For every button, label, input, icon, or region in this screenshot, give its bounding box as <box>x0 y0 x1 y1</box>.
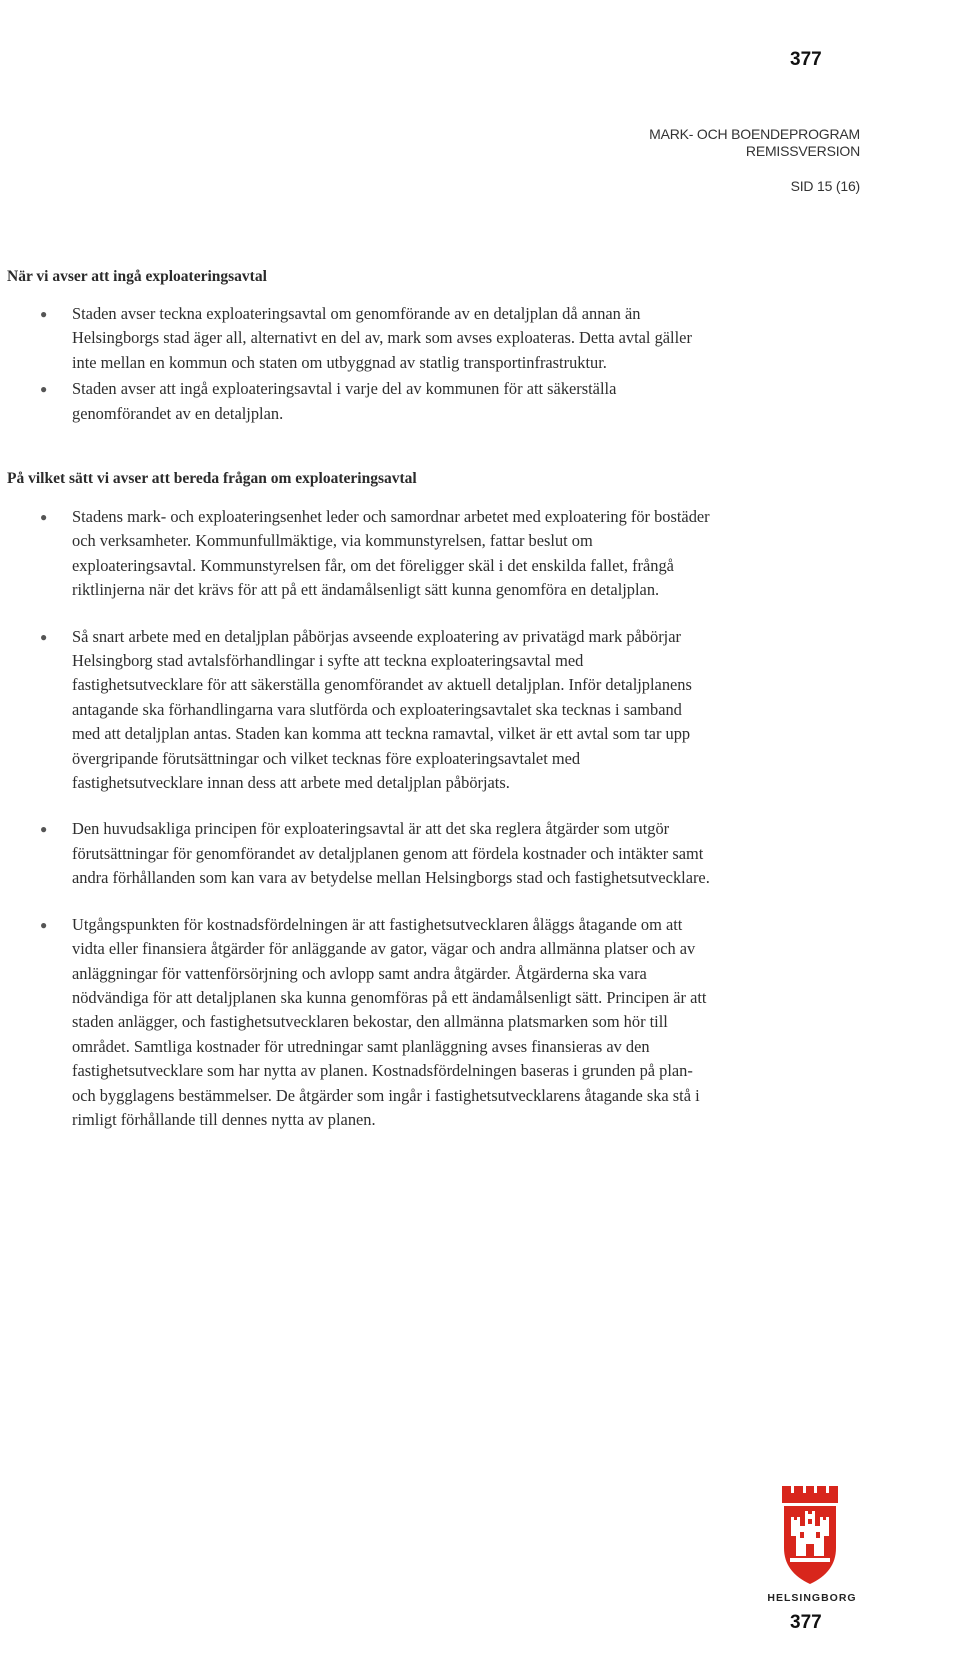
document-version: REMISSVERSION <box>745 143 860 159</box>
page-number-bottom: 377 <box>790 1612 822 1633</box>
section-heading-how: På vilket sätt vi avser att bereda frågan om exploateringsavtal <box>7 470 417 487</box>
list-item <box>0 302 710 375</box>
helsingborg-logo-icon <box>782 1486 838 1586</box>
bullet-icon: ● <box>40 917 48 932</box>
logo-wordmark: HELSINGBORG <box>767 1592 857 1604</box>
list-item <box>0 913 710 1133</box>
bullet-icon: ● <box>40 307 48 321</box>
bullet-text: Den huvudsakliga principen för exploateringsavtal är att det ska reglera åtgärder som utgör förutsättningar för genomförandet av detaljplanen genom att fördela kostnader och intäkter samt andra förhållanden som kan vara av betydelse mellan Helsingborgs stad och fastighetsutvecklare. <box>72 819 710 888</box>
list-item <box>0 505 710 603</box>
bullet-list-when <box>0 302 960 426</box>
bullet-text: Så snart arbete med en detaljplan påbörjas avseende exploatering av privatägd mark påbörjar Helsingborg stad avtalsförhandlingar i syfte att teckna exploateringsavtal med fastighetsutvecklare för att säkerställa genomförandet av aktuell detaljplan. Inför detaljplanens antagande ska förhandlingarna vara slutförda och exploateringsavtalet ska tecknas i samband med att detaljplan antas. Staden kan komma att teckna ramavtal, vilket är ett avtal som tar upp övergripande förutsättningar och vilket tecknas före exploateringsavtalet med fastighetsutvecklare innan dess att arbete med detaljplan påbörjats. <box>72 626 692 793</box>
page-reference: SID 15 (16) <box>790 178 860 194</box>
bullet-icon: ● <box>40 629 48 644</box>
bullet-text: Utgångspunkten för kostnadsfördelningen är att fastighetsutvecklaren åläggs åtagande om att vidta eller finansiera åtgärder för anläggande av gator, vägar och andra allmänna platser och av anläggningar för vattenförsörjning och avlopp samt andra åtgärder. Åtgärderna ska vara nödvändiga för att detaljplanen ska kunna genomföras på ett ändamålsenligt sätt. Principen är att staden anlägger, och fastighetsutvecklaren bekostar, den allmänna platsmarken som hör till området. Samtliga kostnader för utredningar samt planläggning avses finansieras av den fastighetsutvecklare som har nytta av planen. Kostnadsfördelningen baseras i grunden på plan- och bygglagens bestämmelser. De åtgärder som ingår i fastighetsutvecklarens åtagande ska stå i rimligt förhållande till dennes nytta av planen. <box>72 914 707 1129</box>
bullet-icon: ● <box>40 382 48 397</box>
bullet-text: Staden avser teckna exploateringsavtal om genomförande av en detaljplan då annan än Helsingborgs stad äger all, alternativt en del av, mark som avses exploateras. Detta avtal gäller inte mellan en kommun och staten om utbyggnad av statlig transportinfrastruktur. <box>72 304 692 372</box>
header-block <box>649 126 860 160</box>
list-item <box>0 625 710 796</box>
list-item <box>0 817 710 890</box>
list-item <box>0 377 710 426</box>
bullet-text: Staden avser att ingå exploateringsavtal i varje del av kommunen för att säkerställa genomförandet av en detaljplan. <box>72 379 617 423</box>
bullet-icon: ● <box>40 510 48 524</box>
bullet-list-how <box>0 505 960 1132</box>
bullet-text: Stadens mark- och exploateringsenhet leder och samordnar arbetet med exploatering för bostäder och verksamheter. Kommunfullmäktige, via kommunstyrelsen, fattar beslut om exploateringsavtal. Kommunstyrelsen får, om det föreligger skäl i det enskilda fallet, frångå riktlinjerna när det krävs för att på ett ändamålsenligt sätt kunna genomföra en detaljplan. <box>72 507 710 600</box>
section-heading-when: När vi avser att ingå exploateringsavtal <box>7 268 267 285</box>
bullet-icon: ● <box>40 822 48 837</box>
document-title: MARK- OCH BOENDEPROGRAM <box>649 126 860 142</box>
page-number-top: 377 <box>790 49 822 70</box>
